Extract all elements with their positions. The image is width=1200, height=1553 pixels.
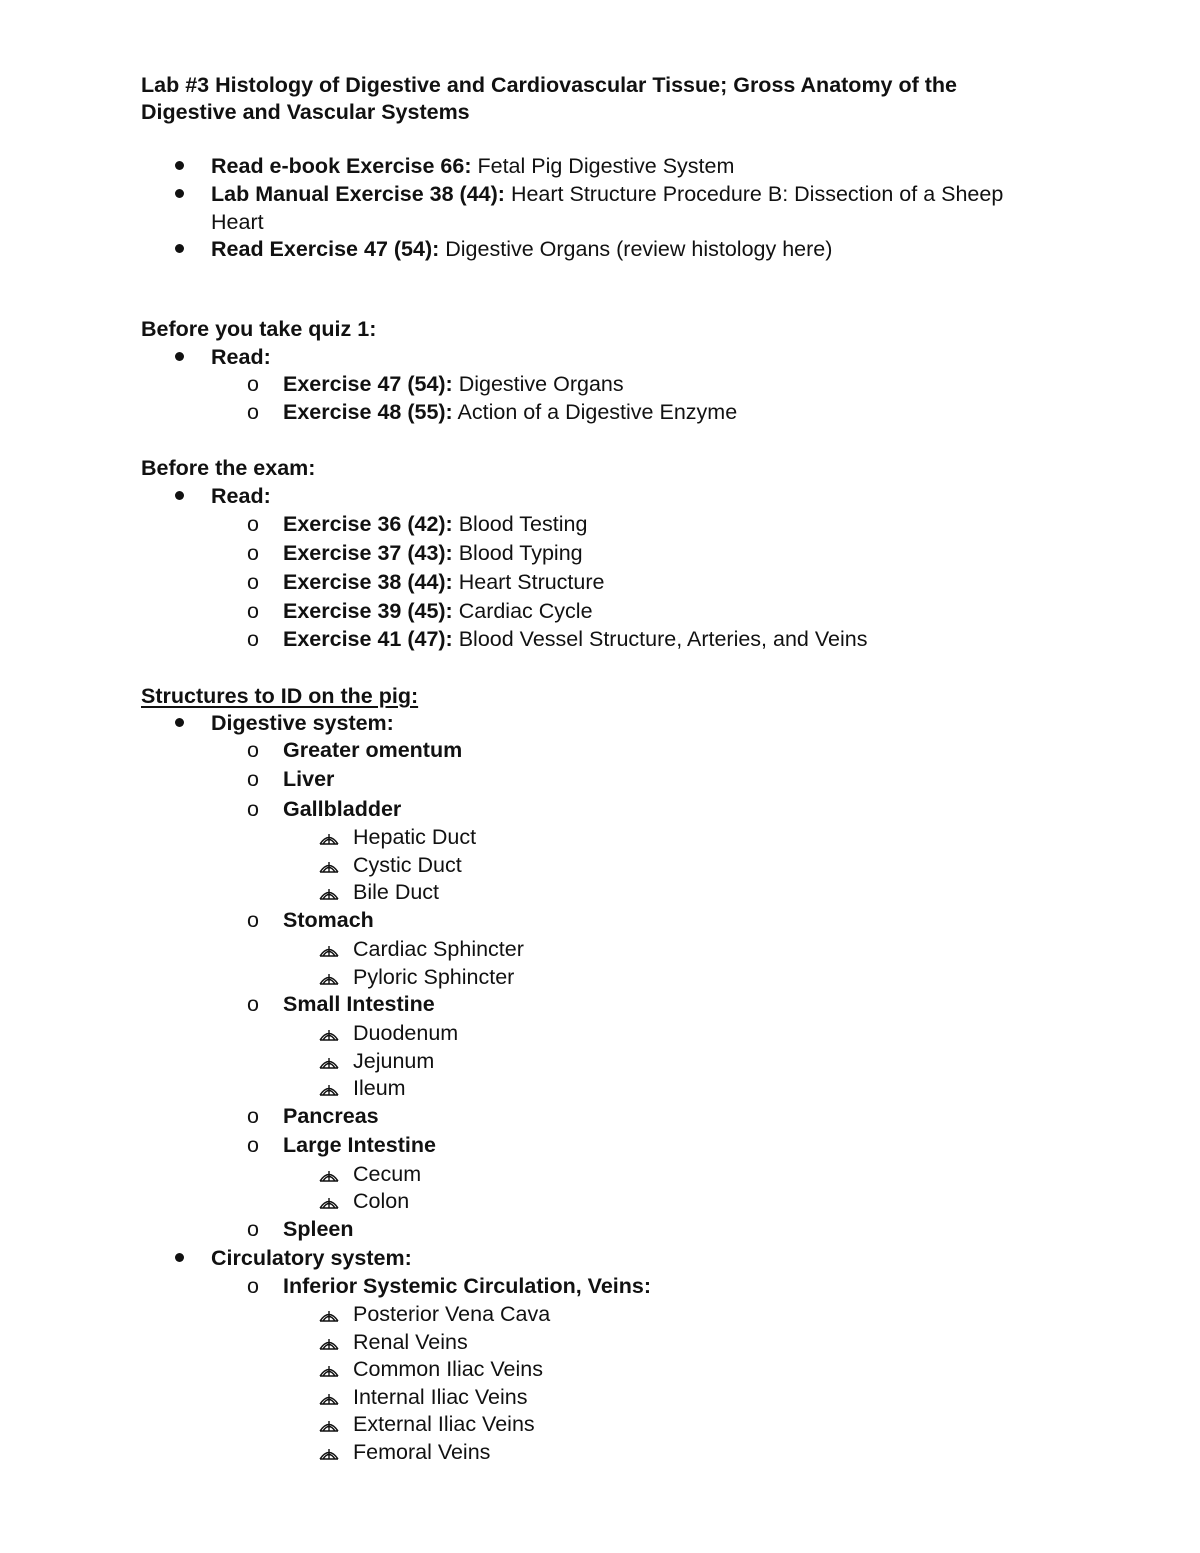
substructure-label: Internal Iliac Veins: [353, 1385, 528, 1409]
exam-read-bullet: [211, 482, 271, 510]
wingding-bullet-icon: [318, 1193, 340, 1211]
bullet-dot: [175, 491, 184, 500]
system-label: Digestive system:: [211, 711, 394, 735]
wingding-bullet-icon: [318, 884, 340, 902]
exercise-text: Heart Structure: [452, 570, 605, 594]
exercise-text: Blood Testing: [452, 512, 588, 536]
substructure-item: [353, 1300, 550, 1328]
wingding-bullet-icon: [318, 1053, 340, 1071]
substructure-label: Hepatic Duct: [353, 825, 477, 849]
substructure-label: Jejunum: [353, 1049, 435, 1073]
wingding-bullet-icon: [318, 941, 340, 959]
circle-bullet: o: [247, 541, 259, 565]
circle-bullet: o: [247, 1217, 259, 1241]
substructure-label: Pyloric Sphincter: [353, 965, 515, 989]
quiz-exercise-item: [247, 370, 624, 398]
reading-label: Read Exercise 47 (54):: [211, 237, 440, 261]
substructure-item: [353, 878, 439, 906]
substructure-label: Duodenum: [353, 1021, 459, 1045]
substructure-item: [353, 823, 476, 851]
substructure-item: [353, 1410, 535, 1438]
circulatory-system-bullet: [211, 1244, 412, 1272]
substructure-item: [353, 963, 514, 991]
substructure-label: Renal Veins: [353, 1330, 468, 1354]
structure-item: [247, 906, 374, 934]
reading-item: [211, 152, 734, 180]
substructure-label: Colon: [353, 1189, 410, 1213]
digestive-system-bullet: [211, 709, 394, 737]
reading-text: Digestive Organs (review histology here): [439, 237, 833, 261]
bullet-dot: [175, 161, 184, 170]
structure-label: Spleen: [283, 1217, 354, 1241]
substructure-label: Common Iliac Veins: [353, 1357, 543, 1381]
quiz-read-bullet: [211, 343, 271, 371]
bullet-dot: [175, 244, 184, 253]
exam-exercise-item: [247, 625, 868, 653]
exercise-label: Exercise 37 (43):: [283, 541, 453, 565]
exercise-label: Exercise 36 (42):: [283, 512, 453, 536]
exercise-text: Blood Vessel Structure, Arteries, and Veins: [452, 627, 868, 651]
wingding-bullet-icon: [318, 1025, 340, 1043]
circle-bullet: o: [247, 767, 259, 791]
structure-label: Pancreas: [283, 1104, 379, 1128]
wingding-bullet-icon: [318, 1306, 340, 1324]
structure-label: Inferior Systemic Circulation, Veins:: [283, 1274, 651, 1298]
exam-exercise-item: [247, 510, 588, 538]
wingding-bullet-icon: [318, 1389, 340, 1407]
bullet-dot: [175, 1253, 184, 1262]
structure-label: Liver: [283, 767, 335, 791]
circle-bullet: o: [247, 627, 259, 651]
read-label: Read:: [211, 484, 271, 508]
exercise-text: Action of a Digestive Enzyme: [452, 400, 738, 424]
structure-item: [247, 736, 463, 764]
reading-label: Lab Manual Exercise 38 (44):: [211, 182, 505, 206]
structure-item: [247, 765, 335, 793]
substructure-item: [353, 1160, 421, 1188]
circle-bullet: o: [247, 908, 259, 932]
substructure-label: Femoral Veins: [353, 1440, 491, 1464]
substructure-label: Cardiac Sphincter: [353, 937, 524, 961]
reading-label: Read e-book Exercise 66:: [211, 154, 472, 178]
quiz-heading: Before you take quiz 1:: [141, 317, 377, 341]
exam-heading: Before the exam:: [141, 456, 316, 480]
circle-bullet: o: [247, 570, 259, 594]
bullet-dot: [175, 189, 184, 198]
wingding-bullet-icon: [318, 1080, 340, 1098]
wingding-bullet-icon: [318, 857, 340, 875]
wingding-bullet-icon: [318, 829, 340, 847]
structure-label: Large Intestine: [283, 1133, 436, 1157]
quiz-exercise-item: [247, 398, 738, 426]
substructure-label: External Iliac Veins: [353, 1412, 535, 1436]
structure-label: Gallbladder: [283, 797, 402, 821]
structure-item: [247, 1131, 436, 1159]
system-label: Circulatory system:: [211, 1246, 412, 1270]
reading-item-continuation: Heart: [211, 210, 264, 234]
wingding-bullet-icon: [318, 1334, 340, 1352]
substructure-item: [353, 1355, 543, 1383]
structure-item: [247, 1215, 354, 1243]
substructure-label: Cecum: [353, 1162, 422, 1186]
circle-bullet: o: [247, 372, 259, 396]
reading-item: [211, 235, 832, 263]
circle-bullet: o: [247, 1104, 259, 1128]
wingding-bullet-icon: [318, 969, 340, 987]
circle-bullet: o: [247, 1274, 259, 1298]
exam-exercise-item: [247, 539, 583, 567]
substructure-label: Bile Duct: [353, 880, 440, 904]
circle-bullet: o: [247, 992, 259, 1016]
circle-bullet: o: [247, 400, 259, 424]
circle-bullet: o: [247, 1133, 259, 1157]
exercise-text: Blood Typing: [452, 541, 583, 565]
exam-exercise-item: [247, 597, 593, 625]
circle-bullet: o: [247, 599, 259, 623]
substructure-item: [353, 935, 524, 963]
exam-exercise-item: [247, 568, 605, 596]
circle-bullet: o: [247, 512, 259, 536]
substructure-label: Posterior Vena Cava: [353, 1302, 551, 1326]
structure-item: [247, 795, 402, 823]
bullet-dot: [175, 352, 184, 361]
substructure-label: Cystic Duct: [353, 853, 462, 877]
structure-label: Small Intestine: [283, 992, 435, 1016]
reading-text: Fetal Pig Digestive System: [471, 154, 735, 178]
structure-label: Stomach: [283, 908, 374, 932]
wingding-bullet-icon: [318, 1416, 340, 1434]
exercise-label: Exercise 41 (47):: [283, 627, 453, 651]
wingding-bullet-icon: [318, 1166, 340, 1184]
exercise-label: Exercise 38 (44):: [283, 570, 453, 594]
exercise-text: Cardiac Cycle: [452, 599, 593, 623]
read-label: Read:: [211, 345, 271, 369]
structure-item: [247, 990, 435, 1018]
wingding-bullet-icon: [318, 1444, 340, 1462]
substructure-label: Ileum: [353, 1076, 406, 1100]
substructure-item: [353, 851, 462, 879]
substructure-item: [353, 1438, 490, 1466]
exercise-label: Exercise 39 (45):: [283, 599, 453, 623]
bullet-dot: [175, 718, 184, 727]
structures-heading: Structures to ID on the pig:: [141, 684, 419, 708]
substructure-item: [353, 1187, 409, 1215]
reading-item: [211, 180, 1003, 208]
exercise-text: Digestive Organs: [452, 372, 624, 396]
substructure-item: [353, 1074, 406, 1102]
substructure-item: [353, 1383, 528, 1411]
structure-item: [247, 1102, 379, 1130]
structure-label: Greater omentum: [283, 738, 463, 762]
exercise-label: Exercise 47 (54):: [283, 372, 453, 396]
substructure-item: [353, 1047, 434, 1075]
circle-bullet: o: [247, 797, 259, 821]
substructure-item: [353, 1328, 468, 1356]
document-title-line-1: Lab #3 Histology of Digestive and Cardiovascular Tissue; Gross Anatomy of the: [141, 73, 958, 97]
circle-bullet: o: [247, 738, 259, 762]
substructure-item: [353, 1019, 458, 1047]
reading-text: Heart Structure Procedure B: Dissection of a Sheep: [504, 182, 1004, 206]
structure-item: [247, 1272, 651, 1300]
exercise-label: Exercise 48 (55):: [283, 400, 453, 424]
wingding-bullet-icon: [318, 1361, 340, 1379]
document-title-line-2: Digestive and Vascular Systems: [141, 100, 470, 124]
